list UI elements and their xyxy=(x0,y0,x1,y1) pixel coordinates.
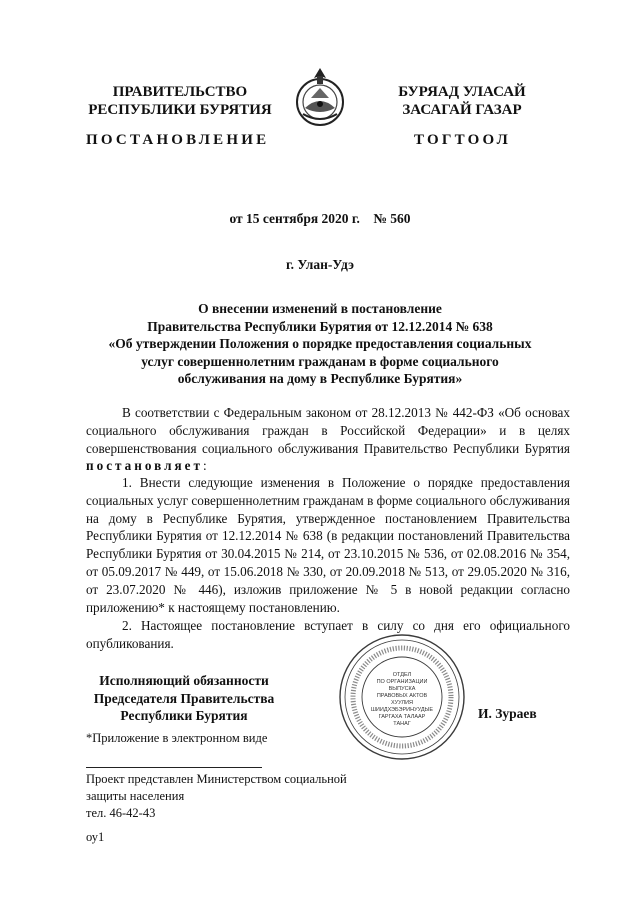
footer-line1: Проект представлен Министерством социальной xyxy=(86,772,347,786)
document-title xyxy=(0,300,640,388)
position-line3: Республики Бурятия xyxy=(120,708,248,723)
doc-type-ru: ПОСТАНОВЛЕНИЕ xyxy=(86,132,270,148)
title-line2: Правительства Республики Бурятия от 12.12.2014 № 638 xyxy=(147,318,493,334)
stamp-line6: ШИИДХЭБЭРИНУУДЫЕ xyxy=(370,707,434,713)
stamp-line5: ХУУЛИЯ xyxy=(390,700,413,706)
position-line1: Исполняющий обязанности xyxy=(99,673,269,688)
footer-block xyxy=(86,771,347,822)
title-line1: О внесении изменений в постановление xyxy=(198,301,442,316)
item-2-paragraph: 2. Настоящее постановление вступает в силу со дня его официального опубликования. xyxy=(86,618,570,651)
preamble-paragraph xyxy=(86,404,570,475)
header-right-line2: ЗАСАГАЙ ГАЗАР xyxy=(402,102,522,118)
footer-line3: тел. 46-42-43 xyxy=(86,806,156,820)
header-right-line1: БУРЯАД УЛАСАЙ xyxy=(398,84,526,100)
footnote: *Приложение в электронном виде xyxy=(86,731,268,745)
stamp-line1: ОТДЕЛ xyxy=(392,672,412,678)
item-1-paragraph: 1. Внести следующие изменения в Положение о порядке предоставления социальных услуг совершеннолетним гражданам в форме социального обслуживания на дому в Республике Бурятия, утвержденное постановлением Правительства Республики Бурятия от 12.12.2014 № 638 (в редакции постановлений Правительства Республики Бурятия от 30.04.2015 № 214, от 23.10.2015 № 536, от 02.08.2016 № 354, от 05.09.2017 № 449, от 15.06.2018 № 330, от 20.09.2018 № 513, от 29.05.2020 № 316, от 23.07.2020 № 446), изложив приложение № 5 в новой редакции согласно приложению* к настоящему постановлению. xyxy=(86,475,570,615)
doc-type-bua: ТОГТООЛ xyxy=(414,132,511,148)
stamp-line7: ГАРГАХА ТАЛААР xyxy=(378,714,426,720)
date-number: от 15 сентября 2020 г. № 560 xyxy=(229,211,411,226)
stamp-line3: ВЫПУСКА xyxy=(388,686,416,692)
header-left xyxy=(80,83,280,119)
stamp-line2: ПО ОРГАНИЗАЦИИ xyxy=(376,679,428,685)
signatory-name: И. Зураев xyxy=(478,706,537,721)
city: г. Улан-Удэ xyxy=(286,257,354,272)
footer-code: оу1 xyxy=(86,830,105,844)
footer-line2: защиты населения xyxy=(86,789,185,803)
position-line2: Председателя Правительства xyxy=(93,690,275,706)
decree-word: постановляет xyxy=(86,458,203,474)
footer-divider xyxy=(86,767,262,768)
title-line5: обслуживания на дому в Республике Бурятия» xyxy=(177,371,463,386)
coat-of-arms-emblem xyxy=(291,64,349,130)
stamp-text xyxy=(359,672,445,728)
stamp-line4: ПРАВОВЫХ АКТОВ xyxy=(376,693,428,699)
header-left-line2: РЕСПУБЛИКИ БУРЯТИЯ xyxy=(88,102,272,118)
official-stamp xyxy=(337,632,467,762)
preamble-text: В соответствии с Федеральным законом от 28.12.2013 № 442-ФЗ «Об основах социального обслуживания граждан в Российской Федерации» и в целях совершенствования социального обслуживания Правительство Республики Бурятия xyxy=(86,405,570,456)
signatory-position xyxy=(86,672,282,725)
stamp-line8: ТАНАГ xyxy=(393,721,411,727)
header-right xyxy=(362,83,562,119)
header-left-line1: ПРАВИТЕЛЬСТВО xyxy=(112,84,248,100)
title-line4: услуг совершеннолетним гражданам в форме социального xyxy=(141,353,499,369)
decree-colon: : xyxy=(202,458,207,474)
title-line3: «Об утверждении Положения о порядке предоставления социальных xyxy=(108,336,532,351)
